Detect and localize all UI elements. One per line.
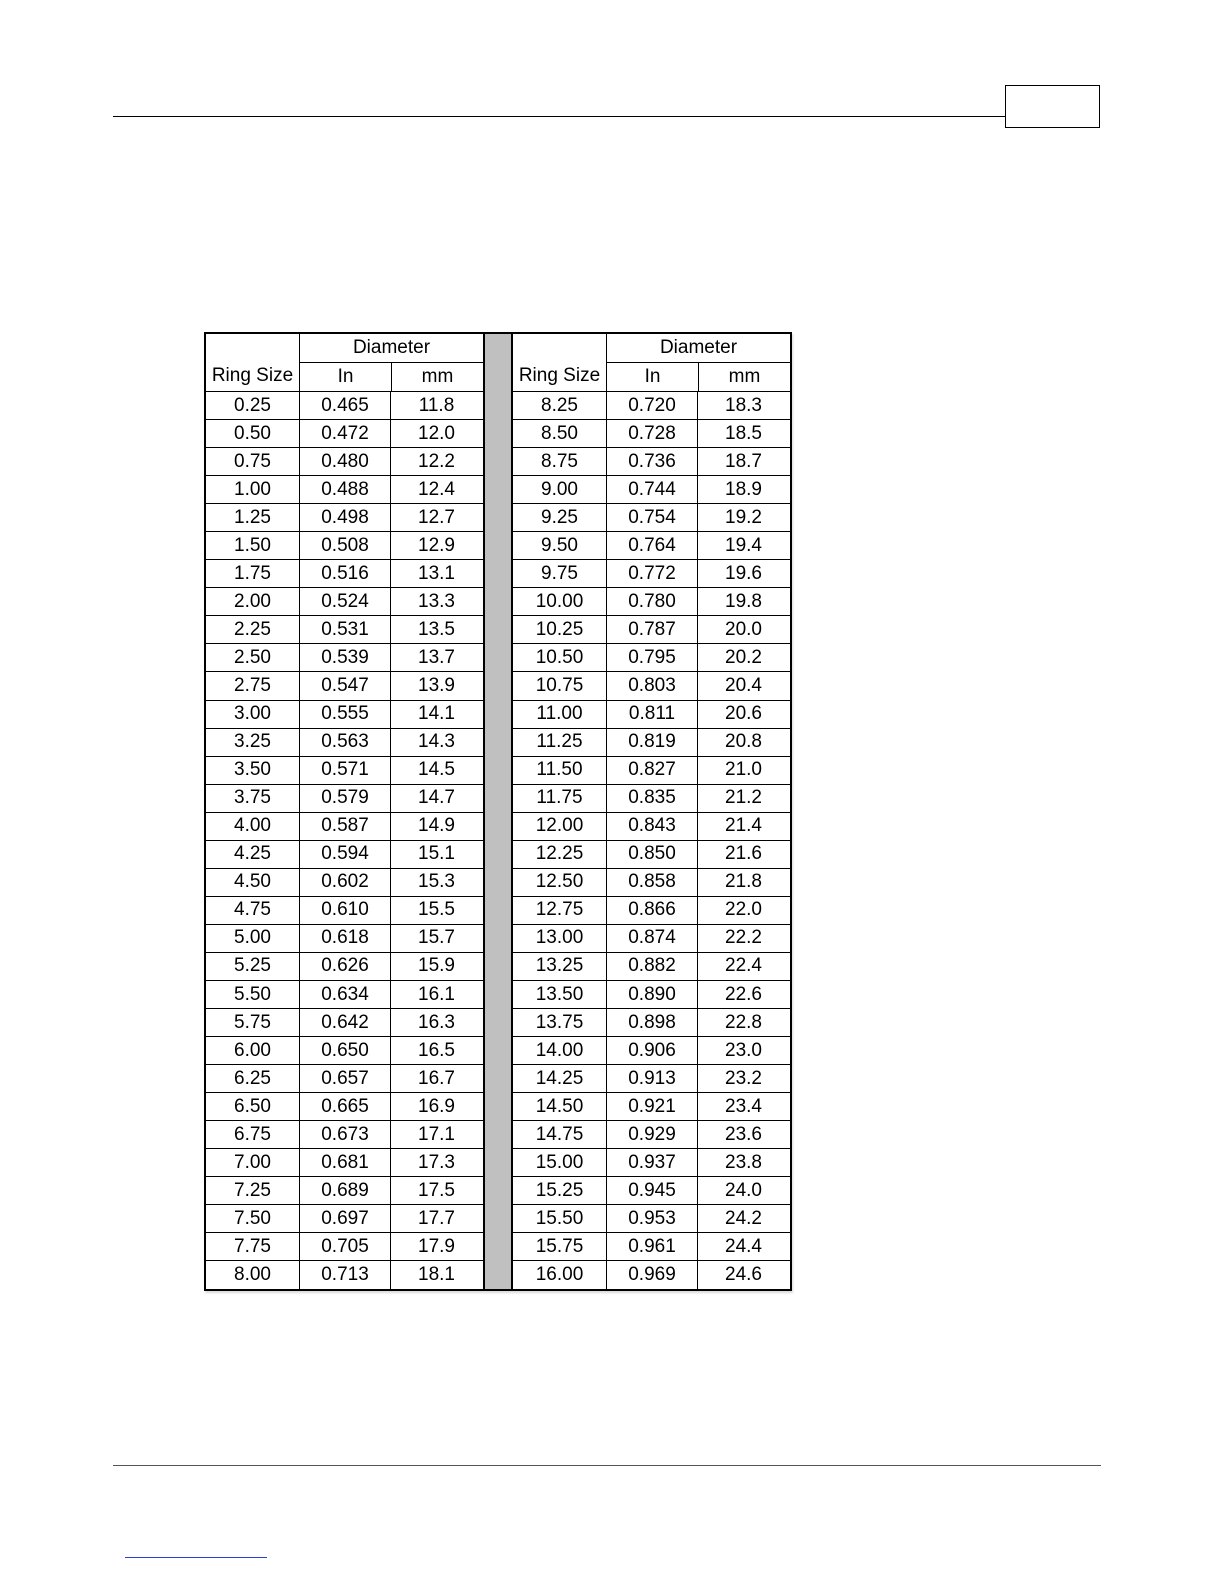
cell-ring-size: 2.00 — [234, 590, 271, 612]
cell-diameter-mm: 20.6 — [697, 701, 789, 728]
cell-ring-size: 4.25 — [234, 843, 271, 865]
cell-diameter-in: 0.780 — [606, 588, 697, 615]
table-header — [513, 334, 790, 391]
cell-diameter-in: 0.921 — [606, 1093, 697, 1120]
cell-diameter-in: 0.736 — [606, 448, 697, 475]
cell-diameter-in: 0.874 — [606, 925, 697, 952]
cell-diameter-in: 0.803 — [606, 672, 697, 699]
table-row — [206, 587, 483, 615]
cell-diameter-mm: 23.4 — [697, 1093, 789, 1120]
table-row — [513, 475, 790, 503]
header-units — [300, 363, 483, 391]
table-row — [513, 924, 790, 952]
cell-diameter-mm: 24.2 — [697, 1205, 789, 1232]
cell-diameter-mm: 13.5 — [390, 616, 482, 643]
table-row — [513, 587, 790, 615]
cell-ring-size: 7.25 — [234, 1179, 271, 1201]
table-row — [513, 784, 790, 812]
cell-diameter-in: 0.498 — [299, 504, 390, 531]
cell-diameter-mm: 23.2 — [697, 1065, 789, 1092]
table-row — [513, 980, 790, 1008]
cell-diameter-in: 0.819 — [606, 729, 697, 756]
cell-diameter-mm: 19.6 — [697, 560, 789, 587]
cell-diameter-mm: 12.9 — [390, 532, 482, 559]
cell-diameter-mm: 19.2 — [697, 504, 789, 531]
cell-diameter-mm: 21.8 — [697, 869, 789, 896]
cell-ring-size: 15.50 — [535, 1207, 584, 1229]
table-row — [206, 1092, 483, 1120]
cell-diameter-mm: 18.5 — [697, 420, 789, 447]
cell-ring-size: 5.50 — [234, 983, 271, 1005]
cell-diameter-mm: 17.9 — [390, 1233, 482, 1260]
table-row — [513, 1064, 790, 1092]
page-number-box — [1005, 85, 1100, 128]
cell-diameter-in: 0.697 — [299, 1205, 390, 1232]
cell-ring-size: 6.75 — [234, 1123, 271, 1145]
table-row — [206, 447, 483, 475]
cell-diameter-in: 0.602 — [299, 869, 390, 896]
cell-ring-size: 16.00 — [535, 1263, 584, 1285]
table-row — [513, 1092, 790, 1120]
cell-ring-size: 1.50 — [234, 534, 271, 556]
cell-diameter-mm: 12.7 — [390, 504, 482, 531]
cell-ring-size: 10.00 — [535, 590, 584, 612]
cell-diameter-in: 0.665 — [299, 1093, 390, 1120]
cell-ring-size: 10.50 — [535, 646, 584, 668]
cell-ring-size: 11.50 — [536, 759, 583, 781]
header-diameter-group — [606, 334, 790, 391]
cell-ring-size: 1.75 — [234, 562, 271, 584]
cell-diameter-mm: 23.0 — [697, 1037, 789, 1064]
cell-ring-size: 2.75 — [234, 674, 271, 696]
cell-diameter-mm: 20.4 — [697, 672, 789, 699]
table-row — [513, 1204, 790, 1232]
header-rule — [113, 116, 1006, 117]
table-row — [513, 812, 790, 840]
cell-ring-size: 9.75 — [541, 562, 578, 584]
table-row — [206, 503, 483, 531]
table-row — [513, 615, 790, 643]
cell-diameter-mm: 15.3 — [390, 869, 482, 896]
cell-ring-size: 10.75 — [535, 674, 584, 696]
cell-ring-size: 12.25 — [535, 843, 584, 865]
cell-diameter-mm: 17.5 — [390, 1177, 482, 1204]
cell-ring-size: 14.25 — [535, 1067, 584, 1089]
cell-ring-size: 12.50 — [535, 871, 584, 893]
header-units — [607, 363, 790, 391]
cell-ring-size: 12.75 — [535, 899, 584, 921]
cell-diameter-mm: 24.4 — [697, 1233, 789, 1260]
cell-ring-size: 14.75 — [535, 1123, 584, 1145]
cell-diameter-in: 0.508 — [299, 532, 390, 559]
table-row — [206, 728, 483, 756]
cell-diameter-in: 0.728 — [606, 420, 697, 447]
table-row — [206, 671, 483, 699]
cell-ring-size: 5.75 — [234, 1011, 271, 1033]
cell-diameter-mm: 16.3 — [390, 1009, 482, 1036]
table-row — [513, 840, 790, 868]
cell-diameter-in: 0.531 — [299, 616, 390, 643]
cell-ring-size: 3.25 — [234, 731, 271, 753]
cell-diameter-mm: 14.7 — [390, 785, 482, 812]
table-row — [513, 700, 790, 728]
cell-diameter-mm: 21.6 — [697, 841, 789, 868]
cell-diameter-in: 0.754 — [606, 504, 697, 531]
cell-diameter-in: 0.795 — [606, 644, 697, 671]
table-row — [206, 924, 483, 952]
cell-diameter-in: 0.969 — [606, 1261, 697, 1288]
table-row — [206, 1120, 483, 1148]
table-row — [513, 643, 790, 671]
cell-diameter-mm: 12.4 — [390, 476, 482, 503]
cell-diameter-in: 0.906 — [606, 1037, 697, 1064]
header-in: In — [644, 366, 661, 387]
cell-ring-size: 8.75 — [541, 450, 578, 472]
table-row — [206, 1064, 483, 1092]
cell-diameter-mm: 17.1 — [390, 1121, 482, 1148]
cell-diameter-in: 0.681 — [299, 1149, 390, 1176]
cell-diameter-mm: 21.2 — [697, 785, 789, 812]
cell-diameter-mm: 18.1 — [390, 1261, 482, 1288]
table-row — [513, 391, 790, 419]
cell-ring-size: 15.25 — [535, 1179, 584, 1201]
cell-diameter-in: 0.827 — [606, 757, 697, 784]
cell-diameter-mm: 23.8 — [697, 1149, 789, 1176]
cell-diameter-mm: 18.7 — [697, 448, 789, 475]
header-ring-size: Ring Size — [518, 365, 601, 386]
cell-diameter-in: 0.882 — [606, 953, 697, 980]
cell-ring-size: 1.00 — [234, 478, 271, 500]
cell-diameter-in: 0.634 — [299, 981, 390, 1008]
cell-ring-size: 11.00 — [536, 703, 583, 725]
cell-diameter-in: 0.764 — [606, 532, 697, 559]
cell-diameter-mm: 14.9 — [390, 813, 482, 840]
table-row — [206, 1204, 483, 1232]
cell-ring-size: 15.00 — [535, 1151, 584, 1173]
cell-diameter-in: 0.850 — [606, 841, 697, 868]
cell-diameter-mm: 19.4 — [697, 532, 789, 559]
header-ring-size: Ring Size — [211, 365, 294, 386]
cell-ring-size: 4.50 — [234, 871, 271, 893]
cell-ring-size: 3.50 — [234, 759, 271, 781]
cell-diameter-in: 0.945 — [606, 1177, 697, 1204]
table-row — [206, 559, 483, 587]
cell-diameter-in: 0.713 — [299, 1261, 390, 1288]
table-row — [206, 475, 483, 503]
table-row — [513, 1120, 790, 1148]
table-row — [206, 1036, 483, 1064]
cell-diameter-mm: 22.0 — [697, 897, 789, 924]
table-header — [206, 334, 483, 391]
ring-size-table — [204, 332, 792, 1291]
cell-diameter-mm: 11.8 — [390, 392, 482, 419]
cell-diameter-in: 0.937 — [606, 1149, 697, 1176]
table-row — [206, 531, 483, 559]
cell-diameter-mm: 16.5 — [390, 1037, 482, 1064]
cell-ring-size: 14.00 — [535, 1039, 584, 1061]
cell-diameter-mm: 20.8 — [697, 729, 789, 756]
cell-diameter-in: 0.610 — [299, 897, 390, 924]
cell-ring-size: 13.00 — [535, 927, 584, 949]
cell-diameter-mm: 20.2 — [697, 644, 789, 671]
cell-diameter-in: 0.480 — [299, 448, 390, 475]
cell-diameter-mm: 22.8 — [697, 1009, 789, 1036]
cell-diameter-in: 0.898 — [606, 1009, 697, 1036]
cell-diameter-in: 0.744 — [606, 476, 697, 503]
cell-diameter-in: 0.524 — [299, 588, 390, 615]
cell-diameter-in: 0.587 — [299, 813, 390, 840]
cell-diameter-mm: 24.6 — [697, 1261, 789, 1288]
cell-diameter-mm: 17.3 — [390, 1149, 482, 1176]
table-row — [206, 952, 483, 980]
cell-diameter-in: 0.772 — [606, 560, 697, 587]
table-row — [513, 952, 790, 980]
cell-ring-size: 8.00 — [234, 1263, 271, 1285]
cell-diameter-in: 0.843 — [606, 813, 697, 840]
cell-diameter-mm: 22.4 — [697, 953, 789, 980]
cell-diameter-mm: 17.7 — [390, 1205, 482, 1232]
cell-ring-size: 3.75 — [234, 787, 271, 809]
cell-diameter-in: 0.594 — [299, 841, 390, 868]
cell-ring-size: 7.75 — [234, 1235, 271, 1257]
cell-diameter-mm: 13.7 — [390, 644, 482, 671]
cell-ring-size: 6.00 — [234, 1039, 271, 1061]
cell-ring-size: 7.50 — [234, 1207, 271, 1229]
cell-diameter-in: 0.961 — [606, 1233, 697, 1260]
cell-diameter-mm: 15.9 — [390, 953, 482, 980]
cell-diameter-in: 0.642 — [299, 1009, 390, 1036]
cell-ring-size: 8.50 — [541, 422, 578, 444]
column-separator — [483, 334, 513, 1289]
table-row — [513, 896, 790, 924]
cell-diameter-mm: 22.6 — [697, 981, 789, 1008]
table-row — [206, 756, 483, 784]
table-row — [206, 812, 483, 840]
header-diameter-group — [299, 334, 483, 391]
cell-diameter-in: 0.547 — [299, 672, 390, 699]
table-row — [206, 643, 483, 671]
cell-ring-size: 4.00 — [234, 815, 271, 837]
cell-diameter-mm: 19.8 — [697, 588, 789, 615]
cell-ring-size: 15.75 — [535, 1235, 584, 1257]
table-row — [513, 1176, 790, 1204]
table-row — [206, 615, 483, 643]
cell-ring-size: 13.50 — [535, 983, 584, 1005]
cell-diameter-mm: 24.0 — [697, 1177, 789, 1204]
cell-ring-size: 1.25 — [234, 506, 271, 528]
table-row — [206, 1232, 483, 1260]
cell-diameter-in: 0.579 — [299, 785, 390, 812]
cell-diameter-mm: 12.2 — [390, 448, 482, 475]
table-row — [513, 447, 790, 475]
table-row — [206, 1176, 483, 1204]
cell-diameter-mm: 18.9 — [697, 476, 789, 503]
cell-diameter-in: 0.673 — [299, 1121, 390, 1148]
cell-diameter-mm: 13.9 — [390, 672, 482, 699]
cell-ring-size: 9.25 — [541, 506, 578, 528]
cell-diameter-mm: 23.6 — [697, 1121, 789, 1148]
table-row — [206, 840, 483, 868]
cell-diameter-in: 0.539 — [299, 644, 390, 671]
table-row — [513, 756, 790, 784]
footer-rule — [113, 1465, 1101, 1466]
table-row — [206, 419, 483, 447]
cell-diameter-in: 0.650 — [299, 1037, 390, 1064]
cell-diameter-mm: 21.0 — [697, 757, 789, 784]
table-row — [513, 1008, 790, 1036]
cell-ring-size: 0.25 — [234, 394, 271, 416]
table-row — [513, 503, 790, 531]
cell-ring-size: 5.25 — [234, 955, 271, 977]
cell-diameter-mm: 22.2 — [697, 925, 789, 952]
cell-diameter-mm: 16.1 — [390, 981, 482, 1008]
header-in: In — [337, 366, 354, 387]
cell-diameter-mm: 15.5 — [390, 897, 482, 924]
cell-ring-size: 4.75 — [234, 899, 271, 921]
cell-diameter-in: 0.563 — [299, 729, 390, 756]
cell-diameter-in: 0.571 — [299, 757, 390, 784]
cell-ring-size: 9.50 — [541, 534, 578, 556]
table-left-body — [206, 391, 483, 1289]
cell-diameter-mm: 14.1 — [390, 701, 482, 728]
table-right-half — [513, 334, 790, 1289]
header-diameter: Diameter — [300, 334, 483, 363]
footer-link-underline[interactable] — [125, 1557, 267, 1558]
cell-ring-size: 13.25 — [535, 955, 584, 977]
header-mm: mm — [391, 363, 483, 391]
cell-diameter-in: 0.720 — [606, 392, 697, 419]
cell-ring-size: 13.75 — [535, 1011, 584, 1033]
cell-diameter-in: 0.913 — [606, 1065, 697, 1092]
cell-diameter-in: 0.705 — [299, 1233, 390, 1260]
cell-ring-size: 2.50 — [234, 646, 271, 668]
cell-diameter-in: 0.657 — [299, 1065, 390, 1092]
table-row — [513, 531, 790, 559]
table-row — [206, 391, 483, 419]
cell-ring-size: 0.75 — [234, 450, 271, 472]
table-row — [513, 868, 790, 896]
cell-ring-size: 2.25 — [234, 618, 271, 640]
table-row — [206, 1008, 483, 1036]
table-row — [513, 1148, 790, 1176]
cell-diameter-in: 0.866 — [606, 897, 697, 924]
cell-diameter-mm: 16.9 — [390, 1093, 482, 1120]
cell-diameter-in: 0.618 — [299, 925, 390, 952]
table-row — [513, 1260, 790, 1288]
cell-diameter-in: 0.472 — [299, 420, 390, 447]
cell-diameter-mm: 15.7 — [390, 925, 482, 952]
cell-ring-size: 9.00 — [541, 478, 578, 500]
cell-diameter-in: 0.555 — [299, 701, 390, 728]
cell-ring-size: 6.25 — [234, 1067, 271, 1089]
table-row — [513, 419, 790, 447]
table-row — [513, 671, 790, 699]
cell-diameter-mm: 18.3 — [697, 392, 789, 419]
cell-ring-size: 8.25 — [541, 394, 578, 416]
cell-diameter-in: 0.787 — [606, 616, 697, 643]
cell-ring-size: 0.50 — [234, 422, 271, 444]
cell-diameter-in: 0.953 — [606, 1205, 697, 1232]
table-left-half — [206, 334, 483, 1289]
table-row — [206, 896, 483, 924]
table-row — [206, 1260, 483, 1288]
cell-diameter-mm: 20.0 — [697, 616, 789, 643]
cell-diameter-in: 0.835 — [606, 785, 697, 812]
cell-diameter-in: 0.689 — [299, 1177, 390, 1204]
table-right-body — [513, 391, 790, 1289]
header-mm: mm — [698, 363, 790, 391]
cell-diameter-in: 0.488 — [299, 476, 390, 503]
cell-diameter-mm: 12.0 — [390, 420, 482, 447]
cell-ring-size: 11.75 — [536, 787, 583, 809]
cell-ring-size: 12.00 — [535, 815, 584, 837]
cell-ring-size: 10.25 — [535, 618, 584, 640]
table-row — [513, 559, 790, 587]
cell-diameter-in: 0.929 — [606, 1121, 697, 1148]
table-row — [513, 1232, 790, 1260]
cell-ring-size: 6.50 — [234, 1095, 271, 1117]
cell-ring-size: 5.00 — [234, 927, 271, 949]
table-row — [513, 1036, 790, 1064]
cell-diameter-mm: 14.3 — [390, 729, 482, 756]
cell-diameter-mm: 21.4 — [697, 813, 789, 840]
cell-diameter-mm: 13.1 — [390, 560, 482, 587]
table-row — [513, 728, 790, 756]
cell-ring-size: 3.00 — [234, 703, 271, 725]
table-row — [206, 868, 483, 896]
cell-diameter-in: 0.811 — [606, 701, 697, 728]
table-row — [206, 1148, 483, 1176]
cell-ring-size: 7.00 — [234, 1151, 271, 1173]
cell-diameter-in: 0.890 — [606, 981, 697, 1008]
table-row — [206, 980, 483, 1008]
cell-diameter-mm: 13.3 — [390, 588, 482, 615]
cell-diameter-in: 0.626 — [299, 953, 390, 980]
cell-diameter-in: 0.858 — [606, 869, 697, 896]
cell-diameter-mm: 16.7 — [390, 1065, 482, 1092]
table-row — [206, 784, 483, 812]
table-row — [206, 700, 483, 728]
cell-diameter-in: 0.465 — [299, 392, 390, 419]
cell-diameter-mm: 14.5 — [390, 757, 482, 784]
cell-ring-size: 14.50 — [535, 1095, 584, 1117]
cell-diameter-mm: 15.1 — [390, 841, 482, 868]
cell-ring-size: 11.25 — [536, 731, 583, 753]
header-diameter: Diameter — [607, 334, 790, 363]
cell-diameter-in: 0.516 — [299, 560, 390, 587]
